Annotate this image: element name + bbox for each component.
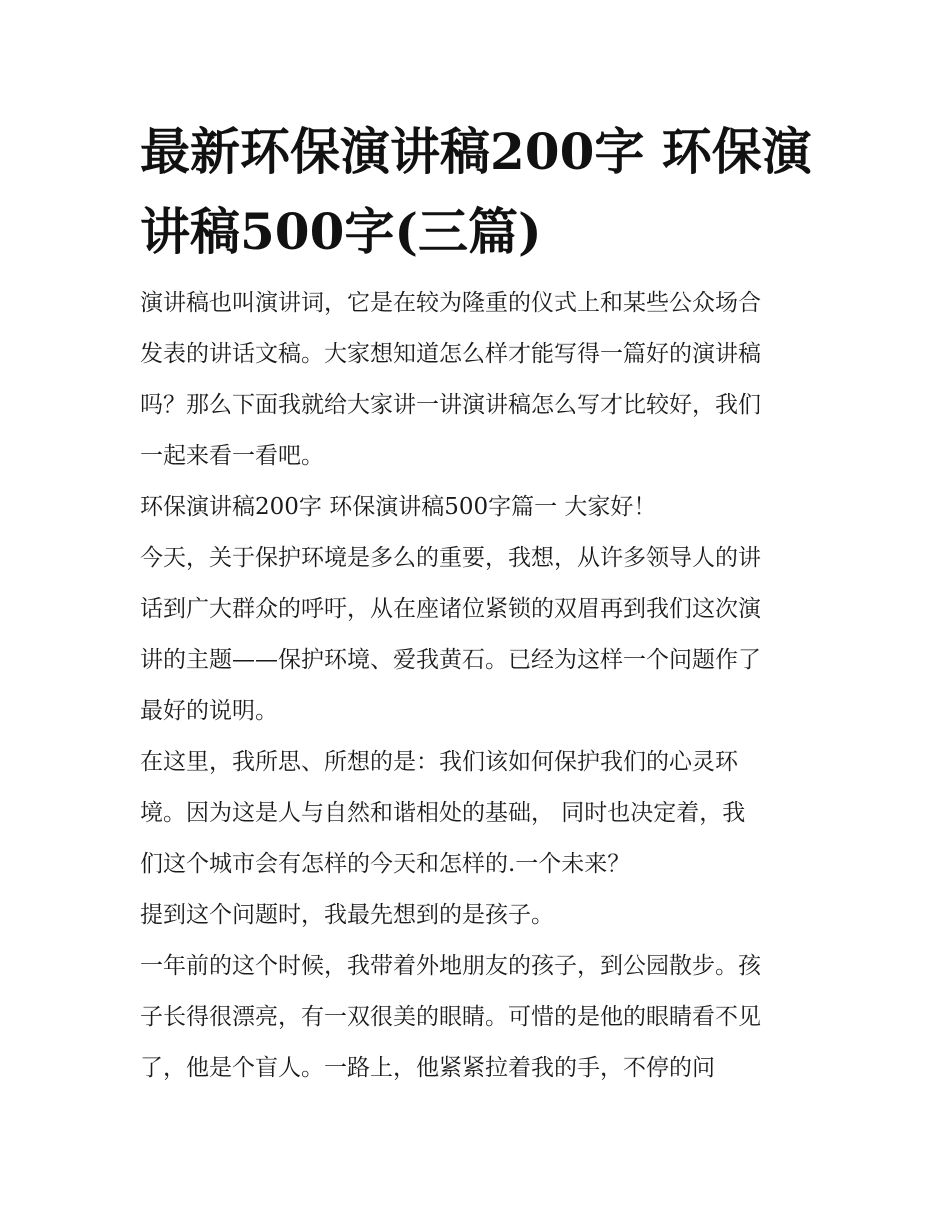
text-line: 一年前的这个时候，我带着外地朋友的孩子，到公园散步。孩 [140,953,761,979]
text-line: 提到这个问题时，我最先想到的是孩子。 [140,902,554,928]
paragraph [140,737,812,890]
paragraph-intro [140,278,812,482]
text-line: 讲的主题——保护环境、爱我黄石。已经为这样一个问题作了 [140,647,761,673]
text-line: 境。因为这是人与自然和谐相处的基础， 同时也决定着，我 [140,800,746,826]
text-line: 子长得很漂亮，有一双很美的眼睛。可惜的是他的眼睛看不见 [140,1004,761,1030]
text-line: 环保演讲稿200字 环保演讲稿500字篇一 大家好！ [140,494,657,520]
text-line: 们这个城市会有怎样的今天和怎样的.一个未来？ [140,851,631,877]
text-line: 演讲稿也叫演讲词，它是在较为隆重的仪式上和某些公众场合 [140,290,761,316]
text-line: 在这里，我所思、所想的是：我们该如何保护我们的心灵环 [140,749,738,775]
text-line: 一起来看一看吧。 [140,443,324,469]
paragraph [140,890,812,941]
document-body [140,278,812,1094]
text-line: 发表的讲话文稿。大家想知道怎么样才能写得一篇好的演讲稿 [140,341,761,367]
text-line: 最好的说明。 [140,698,278,724]
title-line: 最新环保演讲稿200字 环保演 [140,122,812,181]
document-title [140,112,820,272]
title-line: 讲稿500字(三篇) [140,202,542,261]
paragraph [140,941,812,1094]
text-line: 了，他是个盲人。一路上，他紧紧拉着我的手，不停的问 [140,1055,715,1081]
paragraph [140,533,812,737]
paragraph-section-heading [140,482,812,533]
text-line: 吗？那么下面我就给大家讲一讲演讲稿怎么写才比较好，我们 [140,392,761,418]
text-line: 今天，关于保护环境是多么的重要，我想，从许多领导人的讲 [140,545,761,571]
text-line: 话到广大群众的呼吁，从在座诸位紧锁的双眉再到我们这次演 [140,596,761,622]
